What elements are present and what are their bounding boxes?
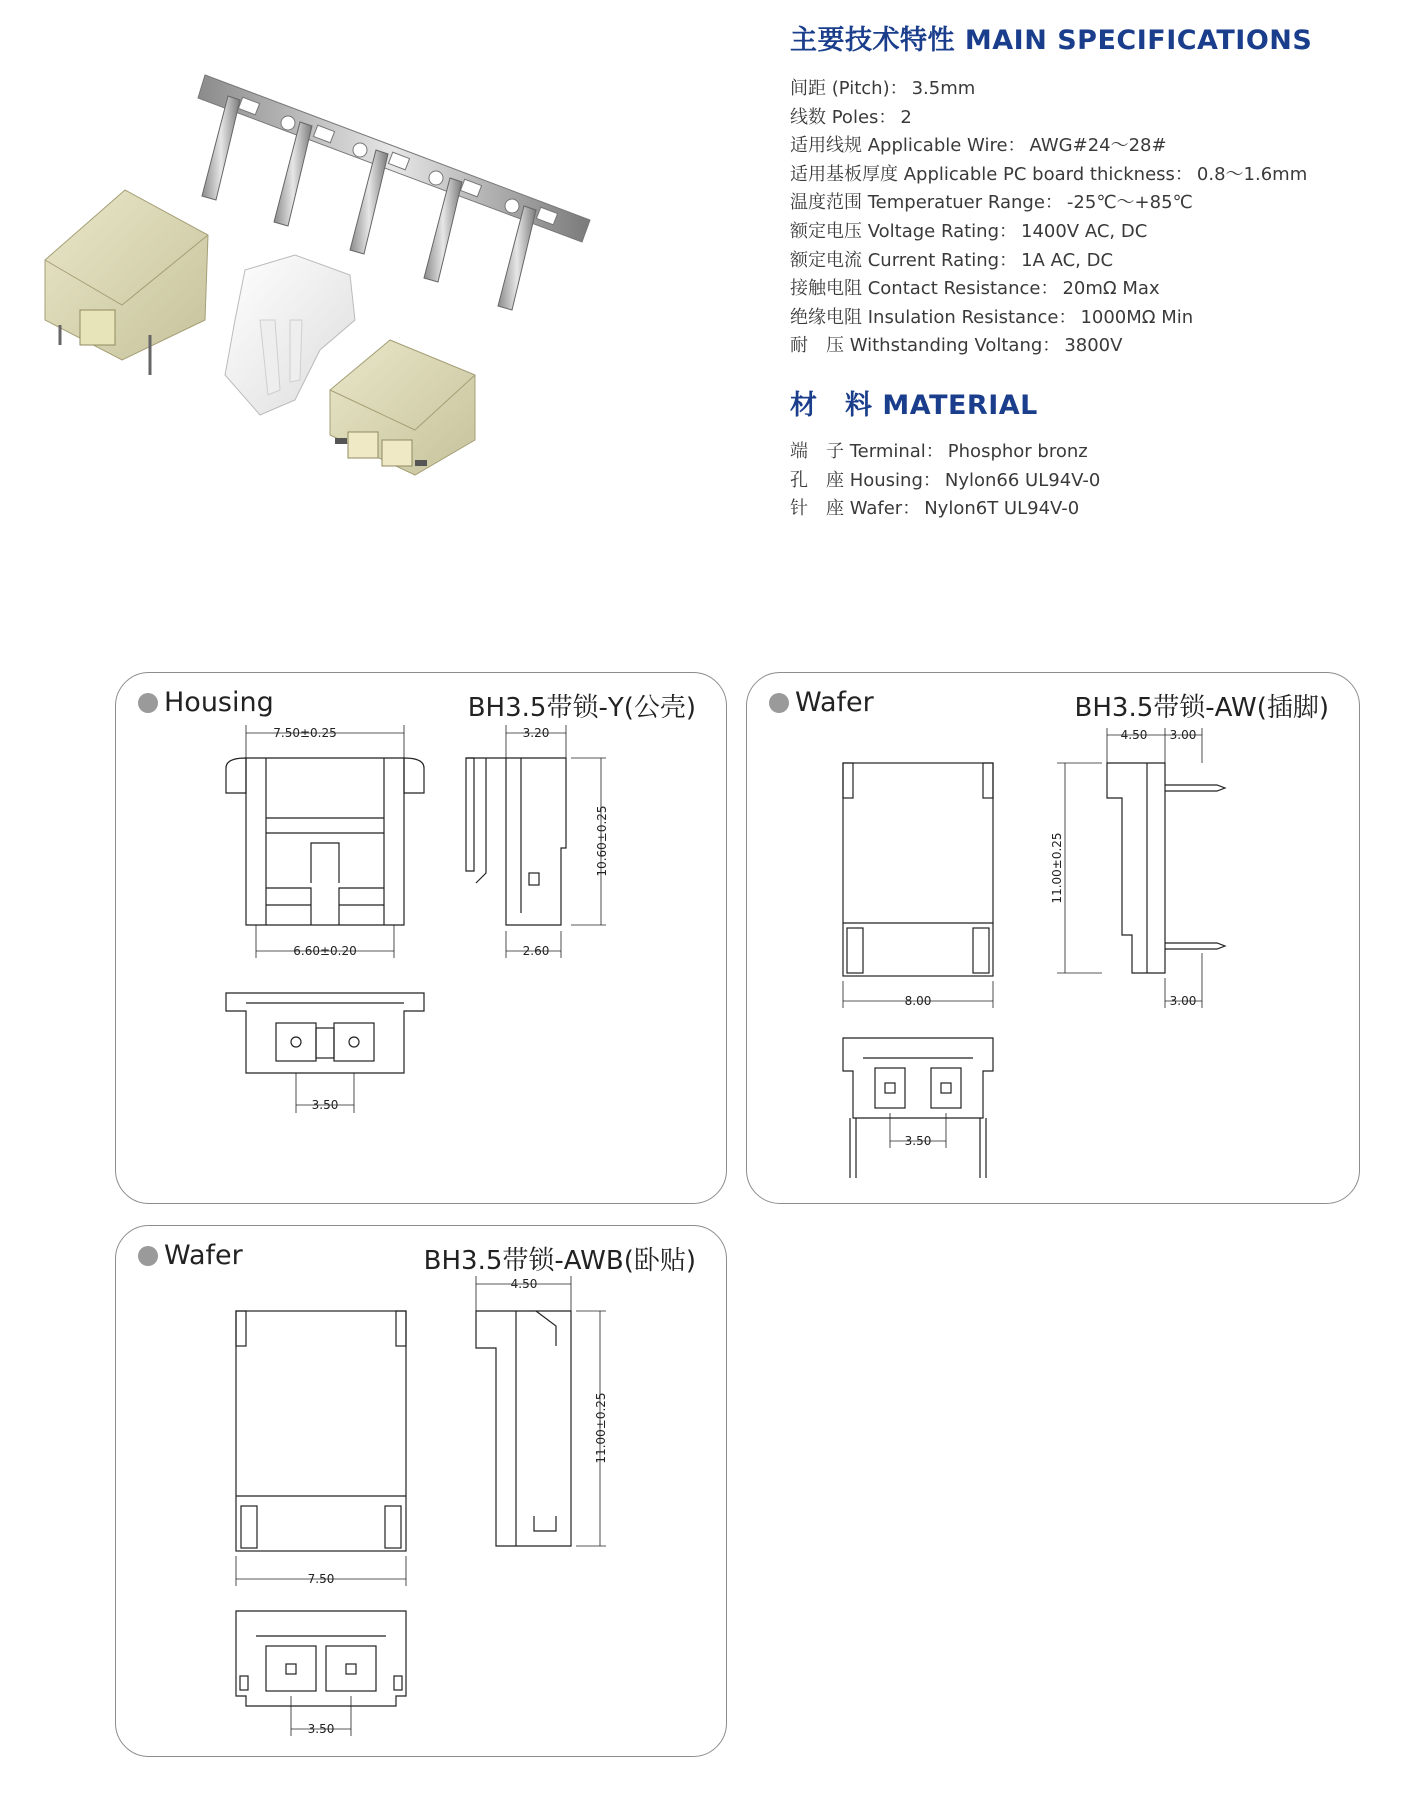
wafer-aw-technical-drawing [747,673,1361,1205]
wafer-awb-front-view [236,1311,406,1586]
dimension-label: 10.60±0.25 [595,805,609,877]
product-photo [30,20,620,575]
dimension-label: 3.00 [1169,728,1197,742]
housing-drawing-panel [115,672,727,1204]
part-code: BH3.5带锁-Y(公壳) [467,693,696,723]
wafer-part-right [330,340,475,475]
material-item: 孔 座 Housing： Nylon66 UL94V-0 [790,469,1101,491]
material-item: 端 子 Terminal： Phosphor bronz [790,440,1088,462]
panel-title: Wafer [769,687,874,718]
panel-title: Housing [138,687,274,718]
dimension-label: 3.20 [522,726,550,740]
dimension-label: 8.00 [904,994,932,1008]
housing-technical-drawing [116,673,728,1205]
spec-item: 温度范围 Temperatuer Range： -25℃～+85℃ [790,192,1193,214]
spec-item: 额定电流 Current Rating： 1A AC, DC [790,249,1114,271]
panel-title: Wafer [138,1240,243,1271]
wafer-awb-drawing-panel [115,1225,727,1757]
wafer-awb-side-view [476,1276,606,1546]
wafer-aw-side-view [1057,728,1225,1008]
specifications-title: 主要技术特性 MAIN SPECIFICATIONS [790,25,1313,56]
part-code: BH3.5带锁-AW(插脚) [1074,693,1329,723]
housing-side-view [466,725,606,958]
dimension-label: 3.50 [904,1134,932,1148]
spec-item: 间距 (Pitch)： 3.5mm [790,78,976,99]
wafer-aw-bottom-view [843,1038,993,1178]
dimension-label: 3.50 [311,1098,339,1112]
material-title: 材 料 MATERIAL [790,389,1038,421]
spec-item: 线数 Poles： 2 [790,106,912,128]
dimension-label: 7.50±0.25 [273,726,337,740]
dimension-label: 11.00±0.25 [594,1392,608,1464]
dimension-label: 11.00±0.25 [1050,832,1064,904]
material-list [790,438,1380,524]
dimension-label: 4.50 [510,1277,538,1291]
material-item: 针 座 Wafer： Nylon6T UL94V-0 [790,498,1080,520]
wafer-aw-drawing-panel [746,672,1360,1204]
wafer-awb-bottom-view [236,1611,406,1736]
dimension-label: 7.50 [307,1572,335,1586]
dimension-label: 6.60±0.20 [293,944,357,958]
spec-item: 额定电压 Voltage Rating： 1400V AC, DC [790,220,1148,242]
specifications-section [790,18,1380,524]
spec-item: 耐 压 Withstanding Voltang： 3800V [790,335,1123,357]
part-code: BH3.5带锁-AWB(卧贴) [423,1246,696,1276]
dimension-label: 4.50 [1120,728,1148,742]
specifications-list [790,75,1380,361]
connector-illustration [30,20,620,575]
wafer-part-left [45,190,208,375]
dimension-label: 3.50 [307,1722,335,1736]
spec-item: 适用线规 Applicable Wire： AWG#24～28# [790,135,1167,157]
housing-bottom-view [226,993,424,1113]
dimension-label: 3.00 [1169,994,1197,1008]
dimension-label: 2.60 [522,944,550,958]
spec-item: 绝缘电阻 Insulation Resistance： 1000MΩ Min [790,306,1194,328]
housing-front-view [226,725,424,958]
spec-item: 适用基板厚度 Applicable PC board thickness： 0.8～1.6mm [790,163,1308,185]
wafer-awb-technical-drawing [116,1226,728,1758]
spec-item: 接触电阻 Contact Resistance： 20mΩ Max [790,278,1160,300]
wafer-aw-front-view [843,763,993,1008]
